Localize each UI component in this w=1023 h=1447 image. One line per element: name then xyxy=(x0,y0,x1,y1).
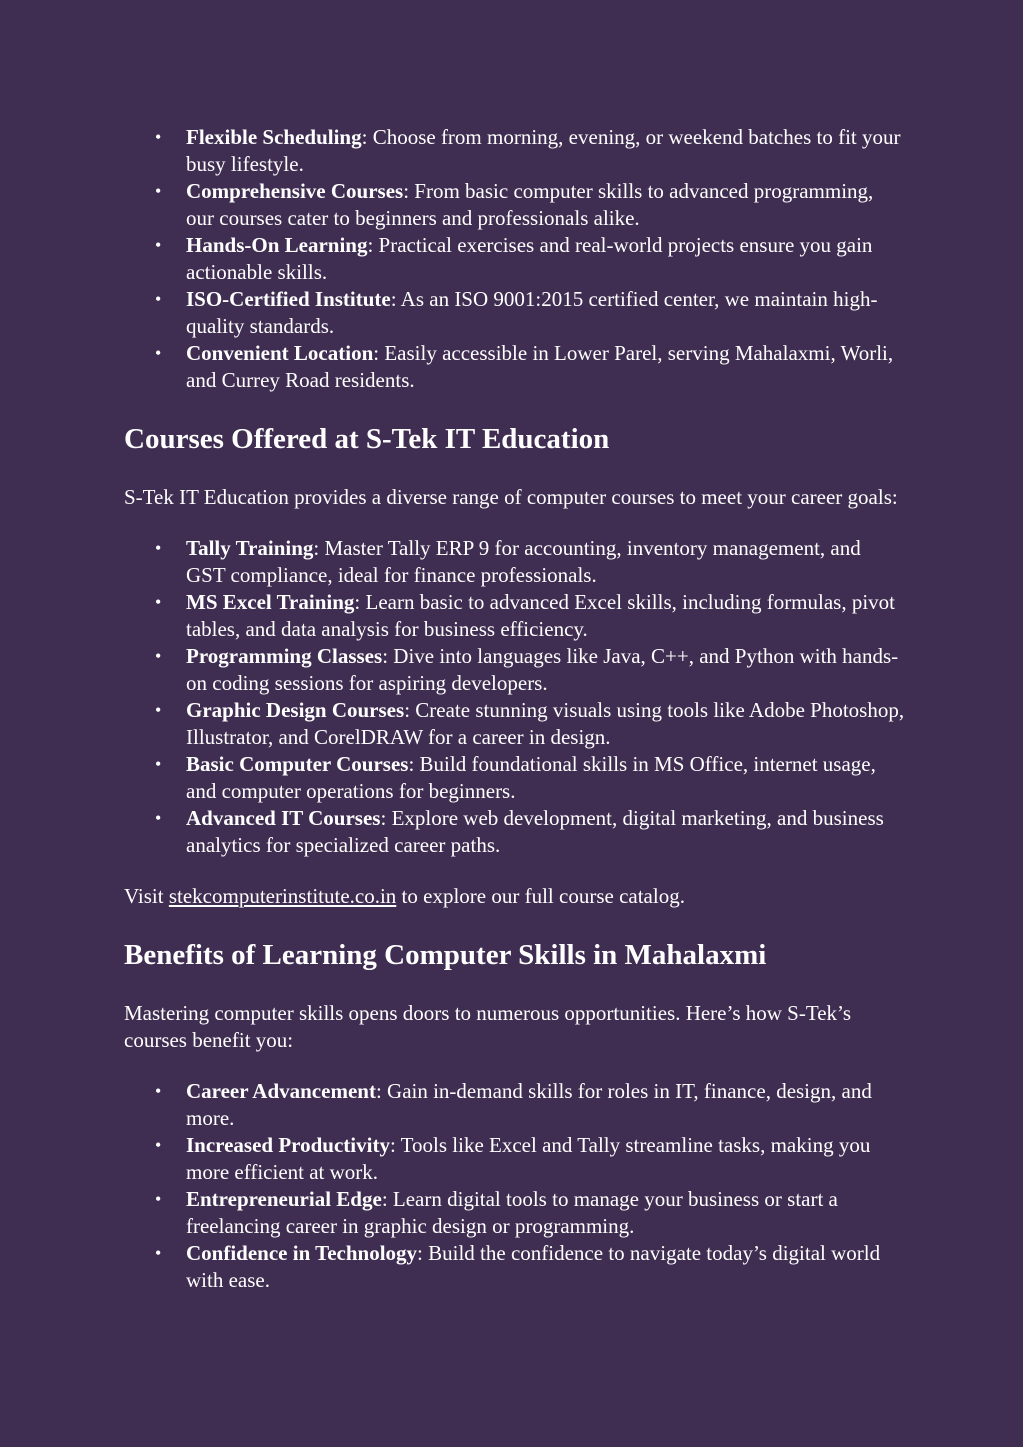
bullet-icon: • xyxy=(155,538,162,558)
list-item xyxy=(124,286,905,340)
list-item xyxy=(124,1240,905,1294)
list-item xyxy=(124,178,905,232)
item-title: Entrepreneurial Edge xyxy=(186,1187,382,1211)
item-title: Advanced IT Courses xyxy=(186,806,381,830)
item-title: Flexible Scheduling xyxy=(186,125,362,149)
item-text: : Learn basic to advanced Excel skills, including formulas, pivot tables, and data analysis for business efficiency. xyxy=(186,590,896,641)
courses-intro: S-Tek IT Education provides a diverse range of computer courses to meet your career goals: xyxy=(124,485,898,509)
item-text: : Choose from morning, evening, or weekend batches to fit your busy lifestyle. xyxy=(186,125,901,176)
courses-list xyxy=(124,535,905,859)
item-text: : Practical exercises and real-world projects ensure you gain actionable skills. xyxy=(186,233,873,284)
visit-paragraph xyxy=(124,883,905,910)
item-title: Programming Classes xyxy=(186,644,383,668)
item-text: : Build the confidence to navigate today’s digital world with ease. xyxy=(186,1241,881,1292)
bullet-icon: • xyxy=(155,1081,162,1101)
item-title: Basic Computer Courses xyxy=(186,752,409,776)
bullet-icon: • xyxy=(155,127,162,147)
bullet-icon: • xyxy=(155,754,162,774)
item-text: : Explore web development, digital marketing, and business analytics for specialized career paths. xyxy=(186,806,884,857)
visit-prefix: Visit xyxy=(124,884,169,908)
list-item xyxy=(124,697,905,751)
list-item xyxy=(124,1186,905,1240)
item-text: : Dive into languages like Java, C++, and Python with hands-on coding sessions for aspiring developers. xyxy=(186,644,899,695)
bullet-icon: • xyxy=(155,235,162,255)
item-text: : As an ISO 9001:2015 certified center, we maintain high-quality standards. xyxy=(186,287,878,338)
item-title: Graphic Design Courses xyxy=(186,698,405,722)
item-title: Career Advancement xyxy=(186,1079,376,1103)
item-text: : Master Tally ERP 9 for accounting, inventory management, and GST compliance, ideal for finance professionals. xyxy=(186,536,861,587)
item-text: : Create stunning visuals using tools like Adobe Photoshop, Illustrator, and CorelDRAW for a career in design. xyxy=(186,698,905,749)
features-list xyxy=(124,124,905,394)
list-item xyxy=(124,1078,905,1132)
item-text: : Tools like Excel and Tally streamline tasks, making you more efficient at work. xyxy=(186,1133,871,1184)
bullet-icon: • xyxy=(155,592,162,612)
bullet-icon: • xyxy=(155,1189,162,1209)
list-item xyxy=(124,1132,905,1186)
item-title: Confidence in Technology xyxy=(186,1241,418,1265)
benefits-intro: Mastering computer skills opens doors to numerous opportunities. Here’s how S-Tek’s courses benefit you: xyxy=(124,1001,852,1052)
list-item xyxy=(124,751,905,805)
item-title: Convenient Location xyxy=(186,341,374,365)
list-item xyxy=(124,124,905,178)
bullet-icon: • xyxy=(155,289,162,309)
item-text: : Easily accessible in Lower Parel, serving Mahalaxmi, Worli, and Currey Road residents. xyxy=(186,341,894,392)
list-item xyxy=(124,805,905,859)
courses-heading: Courses Offered at S-Tek IT Education xyxy=(124,423,610,455)
list-item xyxy=(124,589,905,643)
item-text: : From basic computer skills to advanced programming, our courses cater to beginners and professionals alike. xyxy=(186,179,874,230)
item-text: : Gain in-demand skills for roles in IT, finance, design, and more. xyxy=(186,1079,872,1130)
benefits-heading: Benefits of Learning Computer Skills in Mahalaxmi xyxy=(124,939,767,971)
bullet-icon: • xyxy=(155,646,162,666)
item-title: Increased Productivity xyxy=(186,1133,390,1157)
benefits-list xyxy=(124,1078,905,1294)
item-title: Hands-On Learning xyxy=(186,233,368,257)
list-item xyxy=(124,340,905,394)
bullet-icon: • xyxy=(155,1135,162,1155)
website-link[interactable]: stekcomputerinstitute.co.in xyxy=(168,884,397,908)
item-title: Comprehensive Courses xyxy=(186,179,404,203)
item-title: ISO-Certified Institute xyxy=(186,287,391,311)
visit-suffix: to explore our full course catalog. xyxy=(396,884,685,908)
bullet-icon: • xyxy=(155,1243,162,1263)
item-text: : Build foundational skills in MS Office, internet usage, and computer operations for beginners. xyxy=(186,752,876,803)
bullet-icon: • xyxy=(155,181,162,201)
list-item xyxy=(124,535,905,589)
list-item xyxy=(124,643,905,697)
item-title: MS Excel Training xyxy=(186,590,355,614)
bullet-icon: • xyxy=(155,343,162,363)
item-text: : Learn digital tools to manage your business or start a freelancing career in graphic design or programming. xyxy=(186,1187,838,1238)
item-title: Tally Training xyxy=(186,536,314,560)
list-item xyxy=(124,232,905,286)
bullet-icon: • xyxy=(155,700,162,720)
bullet-icon: • xyxy=(155,808,162,828)
